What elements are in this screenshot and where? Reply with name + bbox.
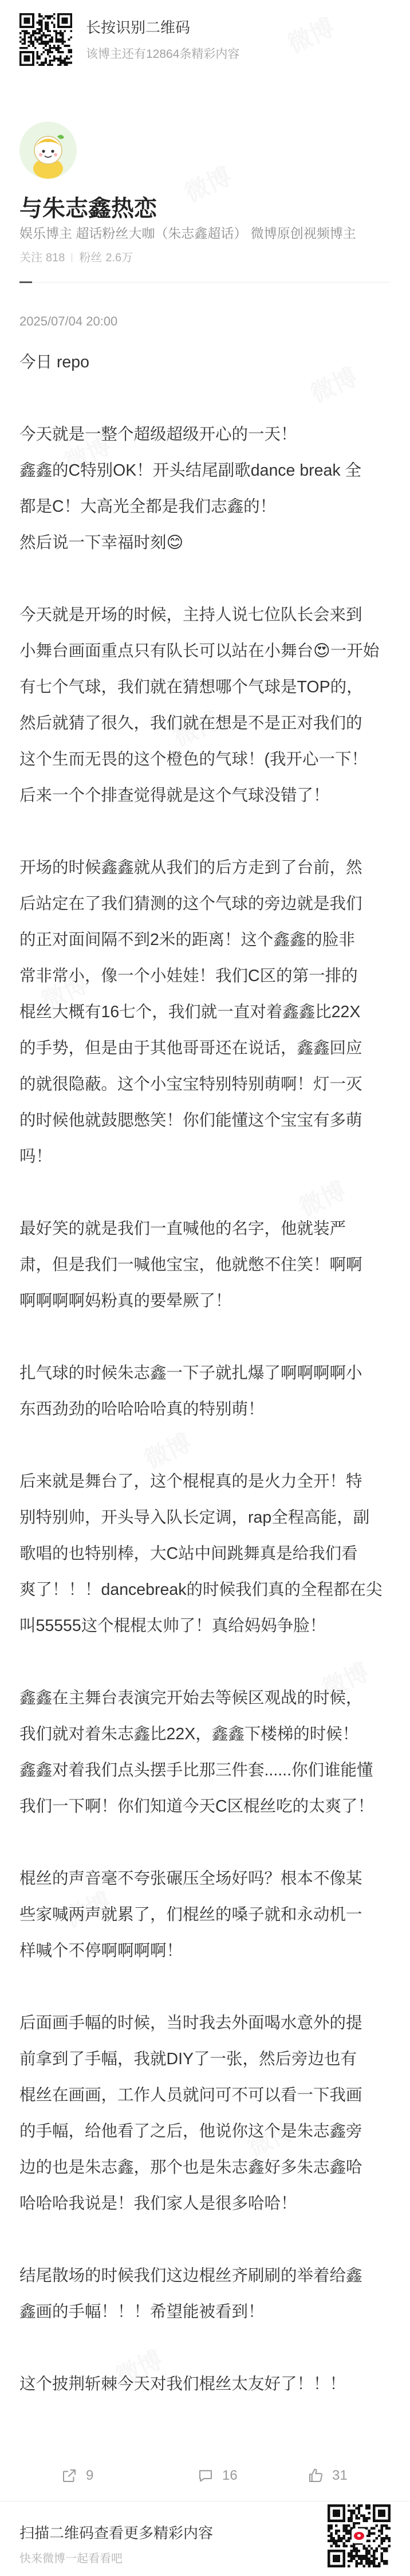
header-qr-code[interactable] (19, 13, 72, 66)
text-line: 我们就对着朱志鑫比22X，鑫鑫下楼梯的时候！ (19, 1725, 359, 1743)
qr-subtitle: 该博主还有12864条精彩内容 (86, 48, 240, 61)
divider-mark (19, 281, 32, 283)
qr-title: 长按识别二维码 (86, 19, 191, 36)
text-line: 后来一个个排查觉得就是这个气球没错了！ (19, 786, 330, 805)
following-count: 818 (46, 252, 65, 264)
text-line: 都是C！大高光全都是我们志鑫的！ (19, 497, 277, 516)
header-divider (19, 282, 391, 283)
username[interactable]: 与朱志鑫热恋 (19, 196, 157, 221)
post-paragraph (19, 2366, 391, 2402)
text-line: 小舞台画面重点只有队长可以站在小舞台😍一开始 (19, 642, 380, 660)
post-paragraph (19, 1861, 391, 1969)
post-date: 2025/07/04 20:00 (19, 314, 118, 328)
post-paragraph (19, 1211, 391, 1319)
text-line: 后来就是舞台了，这个棍棍真的是火力全开！特 (19, 1472, 362, 1491)
avatar[interactable] (19, 121, 77, 179)
text-line: 啊啊啊啊妈粉真的要晕厥了！ (19, 1292, 232, 1310)
post-paragraph (19, 417, 391, 561)
text-line: 样喊个不停啊啊啊啊！ (19, 1942, 183, 1960)
share-button[interactable] (61, 2459, 93, 2493)
comment-icon (197, 2467, 214, 2484)
text-line: 的正对面间隔不到2米的距离！这个鑫鑫的脸非 (19, 931, 355, 949)
action-bar (0, 2459, 410, 2493)
text-line: 今天就是开场的时候，主持人说七位队长会来到 (19, 606, 362, 624)
footer-title: 扫描二维码查看更多精彩内容 (19, 2524, 214, 2542)
text-line: 的就很隐蔽。这个小宝宝特别特别萌啊！灯一灭 (19, 1075, 362, 1093)
user-stats (19, 250, 133, 265)
watermark-text (178, 158, 236, 209)
text-line: 东西劲劲的哈哈哈哈真的特别萌！ (19, 1400, 265, 1418)
footer-subtitle: 快来微博一起看看吧 (19, 2553, 123, 2565)
post-paragraph (19, 1464, 391, 1644)
text-line: 些家喊两声就累了，们棍丝的嗓子就和永动机一 (19, 1905, 362, 1924)
text-line: 歌唱的也特别棒，大C站中间跳舞真是给我们看 (19, 1544, 358, 1563)
text-line: 鑫画的手幅！！！希望能被看到！ (19, 2303, 265, 2321)
text-line: 棍丝大概有16七个，我们就一直对着鑫鑫比22X (19, 1003, 361, 1021)
text-line: 开场的时候鑫鑫就从我们的后方走到了台前，然 (19, 858, 362, 877)
post-paragraph (19, 1680, 391, 1825)
text-line: 这个披荆斩棘今天对我们棍丝太友好了！！！ (19, 2375, 346, 2393)
text-line: 吗！ (19, 1147, 53, 1166)
share-count: 9 (86, 2468, 94, 2483)
like-icon (307, 2467, 324, 2484)
text-line: 棍丝的声音毫不夸张碾压全场好吗？根本不像某 (19, 1869, 362, 1888)
text-line: 扎气球的时候朱志鑫一下子就扎爆了啊啊啊啊小 (19, 1364, 362, 1382)
following-label: 关注 (19, 252, 42, 264)
text-line: 然后说一下幸福时刻😊 (19, 534, 184, 552)
watermark-text (281, 9, 340, 60)
text-line: 哈哈哈我说是！我们家人是很多哈哈！ (19, 2194, 297, 2213)
text-line: 常非常小，像一个小娃娃！我们C区的第一排的 (19, 967, 358, 985)
post-paragraph (19, 850, 391, 1175)
post-body (19, 344, 391, 2402)
text-line: 边的也是朱志鑫，那个也是朱志鑫好多朱志鑫哈 (19, 2158, 362, 2177)
text-line: 别特别帅，开头导入队长定调，rap全程高能，副 (19, 1508, 370, 1527)
text-line: 爽了！！！dancebreak的时候我们真的全程都在尖 (19, 1581, 383, 1599)
text-line: 结尾散场的时候我们这边棍丝齐刷刷的举着给鑫 (19, 2267, 362, 2285)
text-line: 鑫鑫对着我们点头摆手比那三件套......你们谁能懂 (19, 1761, 373, 1779)
avatar-cartoon-icon (19, 121, 77, 179)
post-paragraph (19, 597, 391, 814)
text-line: 的手势，但是由于其他哥哥还在说话，鑫鑫回应 (19, 1039, 362, 1057)
comment-button[interactable] (197, 2459, 238, 2493)
weibo-logo-icon (352, 2528, 366, 2543)
text-line: 后站定在了我们猜测的这个气球的旁边就是我们 (19, 895, 362, 913)
text-line: 有七个气球，我们就在猜想哪个气球是TOP的， (19, 678, 363, 696)
like-count: 31 (332, 2468, 348, 2483)
share-icon (61, 2467, 78, 2484)
text-line: 鑫鑫在主舞台表演完开始去等候区观战的时候， (19, 1689, 362, 1707)
text-line: 前拿到了手幅，我就DIY了一张，然后旁边也有 (19, 2050, 357, 2068)
text-line: 后面画手幅的时候，当时我去外面喝水意外的提 (19, 2014, 362, 2032)
text-line: 今日 repo (19, 353, 89, 371)
post-intro (19, 344, 391, 381)
post-paragraph (19, 2258, 391, 2330)
text-line: 最好笑的就是我们一直喊他的名字，他就装严 (19, 1220, 346, 1238)
like-button[interactable] (307, 2459, 348, 2493)
user-tags: 娱乐博主 超话粉丝大咖（朱志鑫超话） 微博原创视频博主 (19, 226, 356, 241)
followers-count: 2.6万 (105, 252, 133, 264)
text-line: 然后就猜了很久，我们就在想是不是正对我们的 (19, 714, 362, 732)
text-line: 棍丝在画画，工作人员就问可不可以看一下我画 (19, 2086, 362, 2104)
text-line: 我们一下啊！你们知道今天C区棍丝吃的太爽了！ (19, 1797, 374, 1816)
text-line: 这个生而无畏的这个橙色的气球！(我开心一下！ (19, 750, 368, 769)
post-paragraph (19, 1355, 391, 1428)
text-line: 叫55555这个棍棍太帅了！真给妈妈争脸！ (19, 1617, 326, 1635)
post-paragraph (19, 2005, 391, 2222)
followers-label: 粉丝 (79, 252, 102, 264)
text-line: 今天就是一整个超级超级开心的一天！ (19, 425, 297, 444)
text-line: 的手幅，给他看了之后，他说你这个是朱志鑫旁 (19, 2122, 362, 2140)
text-line: 的时候他就鼓腮憋笑！你们能懂这个宝宝有多萌 (19, 1111, 362, 1130)
comment-count: 16 (222, 2468, 238, 2483)
text-line: 鑫鑫的C特别OK！开头结尾副歌dance break 全 (19, 461, 362, 480)
text-line: 肃，但是我们一喊他宝宝，他就憋不住笑！啊啊 (19, 1256, 362, 1274)
